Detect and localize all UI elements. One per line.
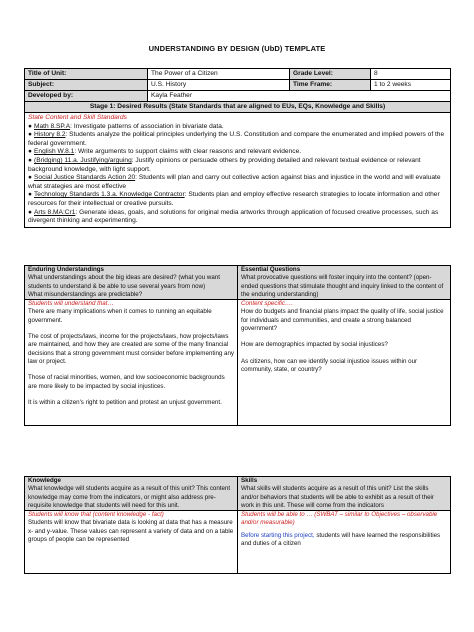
essential-prompt: Content specific…. bbox=[241, 300, 293, 308]
standard-item bbox=[28, 157, 447, 174]
standard-text: : Justify opinions or persuade others by providing detailed and relevant textual evidence or relevant background knowledge, with light support. bbox=[28, 156, 421, 173]
essential-heading: Essential Questions bbox=[241, 266, 301, 273]
enduring-paragraph: The cost of projects/laws, income for the projects/laws, how projects/laws are maintained, and how they are created are some of the many financial decisions that a strong government must consider before implementing any law or project. bbox=[28, 333, 235, 365]
enduring-content-cell bbox=[25, 300, 238, 426]
knowledge-content-cell bbox=[25, 511, 238, 574]
enduring-heading: Enduring Understandings bbox=[28, 266, 104, 273]
knowledge-prompt: Students will know that (content knowledge - fact) bbox=[28, 511, 164, 519]
title-label: Title of Unit: bbox=[25, 69, 148, 80]
stage-row bbox=[25, 102, 451, 113]
developer-row bbox=[25, 91, 451, 102]
understandings-table bbox=[24, 265, 451, 426]
standard-text: : Investigate patterns of association in bivariate data. bbox=[70, 122, 224, 130]
title-value: The Power of a Citizen bbox=[148, 69, 290, 80]
skills-paragraph-highlight: Before starting this project, bbox=[241, 531, 315, 539]
skills-heading: Skills bbox=[241, 477, 258, 484]
bullet-icon: ● bbox=[28, 156, 32, 164]
enduring-header-cell bbox=[25, 266, 238, 300]
understandings-content-row bbox=[25, 300, 451, 426]
essential-header-cell bbox=[238, 266, 451, 300]
skills-content-cell bbox=[238, 511, 451, 574]
developer-value: Kayla Feather bbox=[148, 91, 451, 102]
standard-code: Arts 8.MA:Cr1 bbox=[34, 208, 76, 216]
standard-item bbox=[28, 209, 447, 226]
skills-prompt: Students will be able to … (SWBAT – similar to Objectives – observable and/or measurable) bbox=[241, 511, 438, 527]
understandings-header-row bbox=[25, 266, 451, 300]
standards-list bbox=[28, 123, 447, 226]
standard-code: (Bridging) 11.a. Justifying/arguing bbox=[34, 156, 132, 164]
standard-text: : Students will plan and carry out collective action against bias and injustice in the world and will evaluate what strategies are most effective bbox=[28, 174, 441, 190]
standard-code: Technology Standards 1.3.a. Knowledge Contractor bbox=[34, 191, 185, 199]
subject-row bbox=[25, 80, 451, 91]
knowledge-description: What knowledge will students acquire as a result of this unit? This content knowledge may come from the indicators, or might also address pre-requisite knowledge that students will need for this unit. bbox=[28, 485, 231, 509]
standard-code: Math 8.SP.A bbox=[34, 122, 71, 130]
bullet-icon: ● bbox=[28, 148, 32, 156]
standard-text: : Generate ideas, goals, and solutions for original media artworks through application of focused creative processes, such as divergent thinking and experimenting. bbox=[28, 208, 439, 225]
knowledge-skills-table bbox=[24, 476, 451, 574]
knowledge-skills-header-row bbox=[25, 477, 451, 511]
enduring-misunderstandings: What misunderstandings are predictable? bbox=[28, 290, 143, 298]
essential-question: How do budgets and financial plans impact the quality of life, social justice for individuals and communities, and create a strong balanced government? bbox=[241, 308, 444, 333]
time-frame-label: Time Frame: bbox=[290, 80, 371, 91]
standards-heading: State Content and Skill Standards bbox=[28, 114, 127, 121]
enduring-paragraph: It is within a citizen's right to petition and protest an unjust government. bbox=[28, 398, 222, 406]
knowledge-header-cell bbox=[25, 477, 238, 511]
knowledge-heading: Knowledge bbox=[28, 477, 62, 484]
grade-value: 8 bbox=[371, 69, 451, 80]
enduring-description: What understandings about the big ideas are desired? (what you want students to understand & be able to use several years from now) bbox=[28, 274, 220, 290]
standard-item bbox=[28, 174, 447, 191]
knowledge-paragraph: Students will know that bivariate data is looking at data that has a measure x- and y-value. These values can represent a variety of data and on a table groups of people can be represented bbox=[28, 519, 234, 544]
standard-item bbox=[28, 191, 447, 208]
bullet-icon: ● bbox=[28, 208, 32, 216]
bullet-icon: ● bbox=[28, 191, 32, 199]
standard-text: : Students analyze the political principles underlying the U.S. Constitution and compare the enumerated and implied powers of the federal government. bbox=[28, 131, 445, 147]
standards-row bbox=[25, 113, 451, 228]
bullet-icon: ● bbox=[28, 122, 32, 130]
skills-description: What skills will students acquire as a result of this unit? List the skills and/or behaviors that students will be able to exhibit as a result of their work in this unit. These will come from the indicators bbox=[241, 485, 434, 509]
standard-text: : Write arguments to support claims with clear reasons and relevant evidence. bbox=[74, 148, 302, 156]
essential-description: What provocative questions will foster inquiry into the content? (open-ended questions that stimulate thought and inquiry linked to the content of the enduring understanding) bbox=[241, 274, 444, 298]
time-frame-value: 1 to 2 weeks bbox=[371, 80, 451, 91]
standard-code: Social Justice Standards Action 20 bbox=[34, 174, 136, 182]
bullet-icon: ● bbox=[28, 174, 32, 182]
standard-code: History 8.2 bbox=[34, 131, 66, 139]
stage-header: Stage 1: Desired Results (State Standards that are aligned to EUs, EQs, Knowledge and Skills) bbox=[25, 102, 451, 113]
bullet-icon: ● bbox=[28, 131, 32, 139]
grade-label: Grade Level: bbox=[290, 69, 371, 80]
enduring-prompt: Students will understand that… bbox=[28, 300, 114, 308]
title-row bbox=[25, 69, 451, 80]
subject-value: U.S. History bbox=[148, 80, 290, 91]
essential-question: How are demographics impacted by social injustices? bbox=[241, 341, 388, 349]
standard-item bbox=[28, 131, 447, 148]
essential-content-cell bbox=[238, 300, 451, 426]
skills-paragraph bbox=[241, 532, 447, 549]
developer-label: Developed by: bbox=[25, 91, 148, 102]
standard-item bbox=[28, 123, 447, 132]
standards-cell bbox=[25, 113, 451, 228]
skills-header-cell bbox=[238, 477, 451, 511]
standard-item bbox=[28, 148, 447, 157]
enduring-paragraph: Those of racial minorities, women, and low socioeconomic backgrounds are more likely to be impacted by social injustices. bbox=[28, 374, 225, 390]
enduring-paragraph: There are many implications when it comes to running an equitable government. bbox=[28, 308, 212, 324]
document-title: UNDERSTANDING BY DESIGN (UbD) TEMPLATE bbox=[148, 44, 326, 53]
knowledge-skills-content-row bbox=[25, 511, 451, 574]
standard-code: English W.8.1 bbox=[34, 148, 75, 156]
essential-question: As citizens, how can we identify social injustice issues within our community, state, or country? bbox=[241, 357, 418, 373]
subject-label: Subject: bbox=[25, 80, 148, 91]
unit-info-table bbox=[24, 68, 451, 228]
standard-text: : Students plan and employ effective research strategies to locate information and other resources for their intellectual or creative pursuits. bbox=[28, 191, 440, 207]
skills-paragraph-rest: students will have learned the responsibilities and duties of a citizen bbox=[241, 531, 441, 548]
